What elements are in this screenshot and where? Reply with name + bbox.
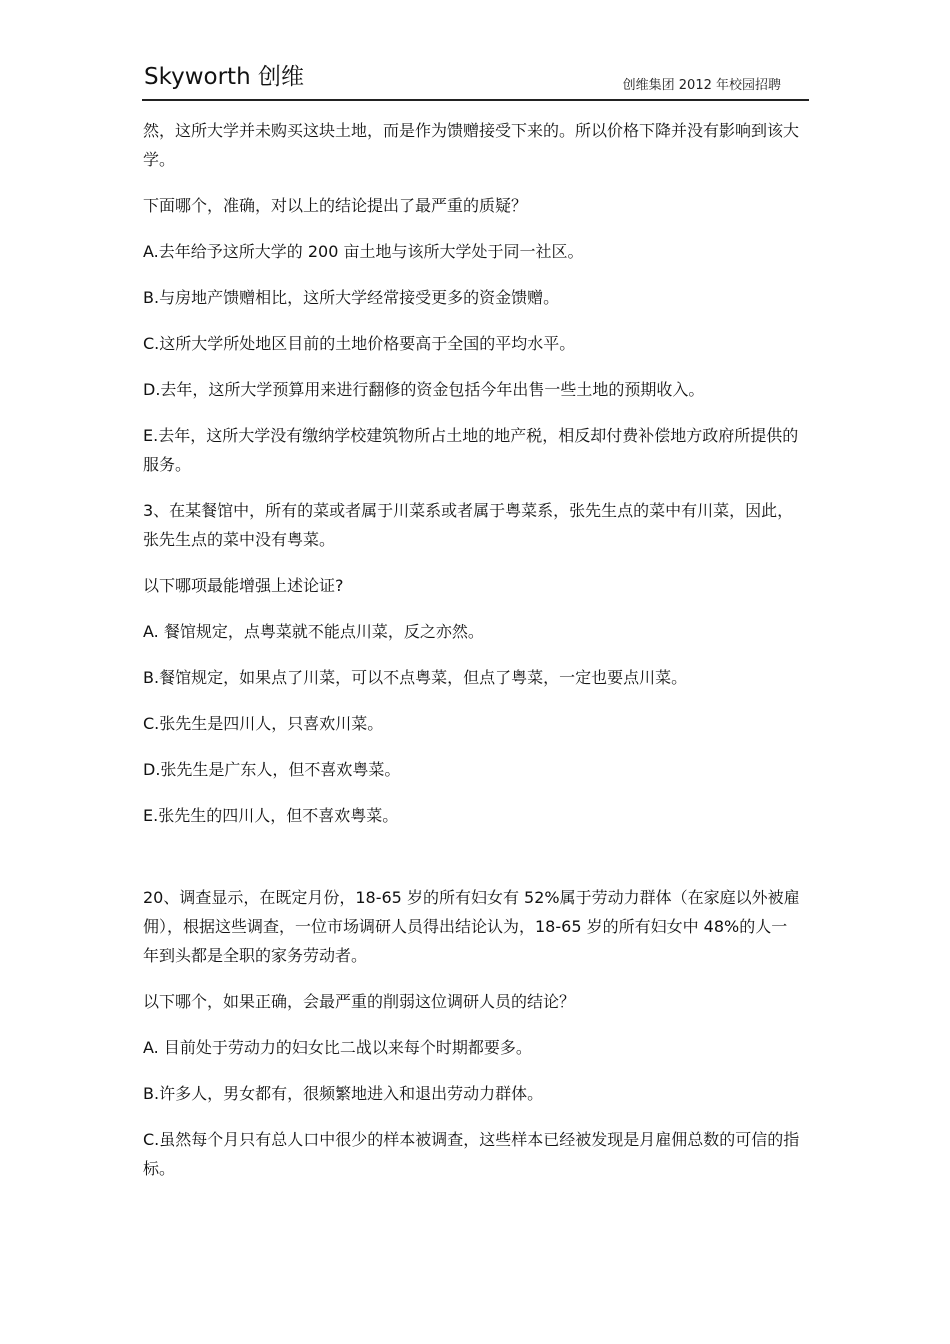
question-20-option-b: B.许多人，男女都有，很频繁地进入和退出劳动力群体。	[143, 1084, 544, 1103]
question-20-option-c: C.虽然每个月只有总人口中很少的样本被调查，这些样本已经被发现是月雇佣总数的可信的指标。	[143, 1130, 800, 1178]
question-prompt: 下面哪个，准确，对以上的结论提出了最严重的质疑？	[143, 196, 528, 215]
option-c: C.这所大学所处地区目前的土地价格要高于全国的平均水平。	[143, 334, 576, 353]
question-3-option-c: C.张先生是四川人，只喜欢川菜。	[143, 714, 384, 733]
option-a: A.去年给予这所大学的 200 亩土地与该所大学处于同一社区。	[143, 242, 584, 261]
paragraph-continuation: 然，这所大学并未购买这块土地，而是作为馈赠接受下来的。所以价格下降并没有影响到该大学。	[143, 121, 800, 169]
document-body	[143, 116, 803, 1183]
brand-title: Skyworth 创维	[144, 64, 304, 90]
page-header	[142, 50, 809, 101]
question-3-option-e: E.张先生的四川人，但不喜欢粤菜。	[143, 806, 399, 825]
question-20: 20、调查显示，在既定月份，18-65 岁的所有妇女有 52%属于劳动力群体（在家庭以外被雇佣），根据这些调查，一位市场调研人员得出结论认为，18-65 岁的所有妇女中 48%的人一年到头都是全职的家务劳动者。	[143, 888, 800, 965]
option-d: D.去年，这所大学预算用来进行翻修的资金包括今年出售一些土地的预期收入。	[143, 380, 705, 399]
question-20-prompt: 以下哪个，如果正确，会最严重的削弱这位调研人员的结论？	[143, 992, 576, 1011]
question-3-option-d: D.张先生是广东人，但不喜欢粤菜。	[143, 760, 401, 779]
question-3-prompt: 以下哪项最能增强上述论证?	[143, 576, 344, 595]
option-e: E.去年，这所大学没有缴纳学校建筑物所占土地的地产税，相反却付费补偿地方政府所提供的服务。	[143, 426, 799, 474]
question-3: 3、在某餐馆中，所有的菜或者属于川菜系或者属于粤菜系，张先生点的菜中有川菜，因此，张先生点的菜中没有粤菜。	[143, 501, 794, 549]
question-3-option-b: B.餐馆规定，如果点了川菜，可以不点粤菜，但点了粤菜，一定也要点川菜。	[143, 668, 688, 687]
question-3-option-a: A. 餐馆规定，点粤菜就不能点川菜，反之亦然。	[143, 622, 484, 641]
question-20-option-a: A. 目前处于劳动力的妇女比二战以来每个时期都要多。	[143, 1038, 532, 1057]
option-b: B.与房地产馈赠相比，这所大学经常接受更多的资金馈赠。	[143, 288, 560, 307]
header-recruitment-title: 创维集团 2012 年校园招聘	[622, 78, 781, 93]
